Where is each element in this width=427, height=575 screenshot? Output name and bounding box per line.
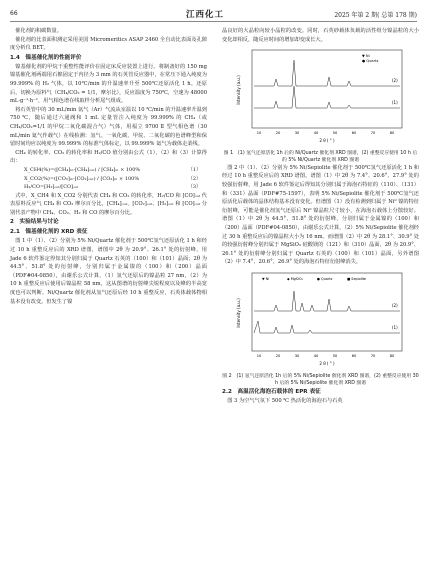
- paragraph: 晶良好的大晶粒向较小晶粒的改变。同时，石英砂载体负载的活性组分镍晶粒的大小变化却相反，随反应时间的增加却变成长大。: [222, 28, 419, 43]
- x-tick: 60: [351, 353, 357, 358]
- figure-2: [222, 269, 419, 387]
- journal-title: 江西化工: [186, 10, 225, 20]
- x-ticks: [257, 131, 395, 135]
- x-ticks: [257, 354, 395, 358]
- equation-formula: H₂/CO=[H₂]ₒᵤₜ/[CO]ₒᵤₜ: [24, 184, 79, 191]
- equation-formula: X_CH4(%)=([CH₄]ᵢₙ-[CH₄]ₒᵤₜ) / [CH₄]ᵢₙ × 100%: [24, 166, 141, 173]
- equation-number: （2）: [187, 175, 201, 182]
- legend: [262, 277, 366, 281]
- xrd-curve-2: [254, 291, 400, 311]
- x-tick: 80: [389, 131, 395, 136]
- equation-number: （1）: [187, 166, 201, 173]
- x-tick: 50: [332, 131, 338, 136]
- section-heading: 2 实验结果与讨论: [10, 219, 59, 226]
- paragraph: 图 2 中（1）、（2）分别为 5% Ni/Sepiolite 催化剂于 500℃氢气还原活化 1 h 和经过 10 h 重整反应后的 XRD 谱图。谱图（1）中 2θ 为 7.4°、20.6°、27.9° 处的较强衍射峰，用 Jade 6 软件鉴定后得知其分别归属于海泡石特征的（110）、（131）和（331）晶面（PDF#75-1597），表明 5% Ni/Sepiolite 催化剂于 500℃氢气还原活化后载体的晶体结构基本没有变化。但谱图（1）没有检测到归属于 Ni⁰ 镍的特征衍射峰，可能是催化剂氢气还原后 Ni⁰ 镍晶粒尺寸较小，在海泡石载体上分散较好。谱图（1）中 2θ 为 44.5°、51.8° 处的衍射峰，分别归属于金属镍的（100）和（200）晶面（PDF#04-0850），由谢乐公式计算，（2）5% Ni/Sepiolite 催化剂经过 30 h 重整反应后的镍晶粒大小为 16 nm。而谱图（2）中 2θ 为 28.1°、30.9° 处的较强衍射峰分别归属于 MgSiO₃ 硅酸镁的（121）和（310）晶面，2θ 为 20.9°、26.1° 处的衍射峰分别归属于 Quartz 石英的（100）和（101）晶面，另外谱图（2）中 7.4°、20.6°、26.9° 处的海泡石特征衍射峰消失。: [222, 164, 419, 266]
- x-tick: 40: [313, 131, 319, 136]
- xrd-curve-2: [254, 60, 400, 86]
- paragraph: 镍基催化剂的甲烷干重整性能评价在固定床反应装置上进行。将制备好的 150 mg 镍基催化剂两端用石棉固定于内径为 3 mm 的石英管反应器中，在常压下通入纯度为 99.999% 的 H₂ 气体，以 10℃/min 的升温速率升至 500℃还原活化 1 h。还原后，切换为原料气（CH₄/CO₂ = 1/1，摩尔比），反应温度为 750℃，空速为 48000 mL·g⁻¹·h⁻¹，用气相色谱在线取样分析尾气组成。: [10, 63, 207, 105]
- xrd-curve-1: [254, 321, 400, 333]
- subsection-heading: 2.1 镍基催化剂的 XRD 表征: [10, 229, 88, 236]
- figure-1: [222, 46, 419, 164]
- paragraph: 图 1 中（1）、（2）分别为 5% Ni/Quartz 催化剂于 500℃氢气还原活化 1 h 和经过 10 h 重整反应后的 XRD 谱图，谱图中 2θ 为 20.9°、26.1° 处的衍射峰，用 Jade 6 软件鉴定得知其分别归属于 Quartz 石英的（100）和（101）晶面；2θ 为 44.5°、51.8° 处的衍射峰，分别归属于金属镍的（100）和（200）晶面（PDF#04-0850），由谢乐公式计算，（1）氢气还原后的镍晶粒 27 nm，（2）为 10 h 重整反应后使用后镍晶粒 58 nm，这从图谱的衍射峰尖锐程度以及峰的半高宽度也可以判断。Ni/Quartz 催化剂从氢气还原后经 10 h 重整反应，石英体载体物相基本没有改变。但发生了镍: [10, 238, 207, 305]
- curve-label-2: (2): [392, 78, 398, 84]
- equation-number: （3）: [187, 184, 201, 191]
- paragraph: CH₄ 的转化率、CO₂ 的转化率和 H₂/CO 值分别由公式（1）、（2）和（3）计算得出：: [10, 149, 207, 165]
- equation: [10, 166, 207, 175]
- issue-info: 2025 年第 2 期( 总第 178 期): [334, 12, 417, 19]
- left-column: [10, 27, 207, 306]
- x-tick: 40: [313, 353, 319, 358]
- legend-mgsio3: ◆ MgSiO₃: [287, 276, 303, 281]
- x-tick: 10: [256, 131, 262, 136]
- xrd-curve-1: [254, 86, 400, 108]
- curve-label-2: (2): [392, 302, 398, 308]
- y-axis-label: Intensity (a.u.): [236, 298, 241, 328]
- subsection-heading: 2.2 高温活化海泡石载体的 EPR 表征: [222, 388, 321, 395]
- paragraph: 将石英管中的 30 mL/min 氩气（Ar）气流从室温以 10 ℃/min 的升温速率升温到 750 ℃，随后通过六通阀和 1 mL 定量管注入纯度为 99.999% 的 CH₄（或 CH₄/CO₂=1/1 的甲烷二氧化碳混合气）气体，用福立 9700 Ⅱ 型气相色谱（30 mL/min 氦气作载气）在线检测：氢气、一氧化碳、甲烷、二氧化碳的色谱峰型和保留时间均应以纯度为 99.999% 的标准气体标定，以 99.999% 氦气为载体走柔线。: [10, 106, 207, 148]
- x-tick: 20: [275, 131, 281, 136]
- legend-sepiolite: ■ Sepiolite: [347, 276, 367, 281]
- x-tick: 10: [256, 353, 262, 358]
- x-tick: 80: [389, 353, 395, 358]
- paragraph: 式中，X_CH4 和 X_CO2 分别代表 CH₄ 和 CO₂ 的转化率，H₂/CO 和 [CO]ₒᵤₜ 代表原料反应气 CH₄ 和 CO₂ 摩尔百分比，[CH₄]ₒᵤₜ、[CO₂]ₒᵤₜ、[H₂]ₒᵤₜ 和 [CO]ₒᵤₜ 分别代表产物中 CH₄、CO₂、H₂ 和 CO 的摩尔百分比。: [10, 192, 207, 216]
- y-axis-label: Intensity (a.u.): [236, 75, 241, 105]
- x-tick: 70: [370, 131, 376, 136]
- figure-caption: 图 2 (1) 氢气还原活化 1h 后的 5% Ni/Sepiolite 催化剂 XRD 图谱，(2) 重整反应使用 30 h 后的 5% Ni/Sepiolite 催化剂 XRD 图谱: [222, 373, 419, 386]
- legend-ni: ▼ Ni: [362, 54, 370, 59]
- legend-ni: ▼ Ni: [262, 276, 270, 281]
- x-tick: 50: [332, 353, 338, 358]
- right-column: [222, 27, 419, 405]
- paragraph: 催化剂的比表面积测定采用美国 Micromeritics ASAP 2460 全自动比表面及孔隙度分析仪 BET。: [10, 36, 207, 52]
- x-tick: 30: [294, 131, 300, 136]
- xrd-plot-2: [222, 269, 419, 369]
- paragraph: 图 3 为空气气氛下 500 ℃ 热活化的海泡石与石英: [227, 397, 343, 404]
- x-tick: 20: [275, 353, 281, 358]
- page-header: [10, 6, 417, 22]
- x-axis-label: 2 θ ( ° ): [319, 138, 335, 144]
- plot-frame: [252, 50, 402, 128]
- equation-formula: X_CO2(%)=([CO₂]ᵢₙ-[CO₂]ₒᵤₜ) / [CO₂]ᵢₙ × 100%: [24, 175, 140, 182]
- legend-quartz: ● Quartz: [362, 59, 379, 64]
- x-tick: 30: [294, 353, 300, 358]
- section-heading: 1.4 镍基催化剂的性能评价: [10, 54, 82, 61]
- curve-label-1: (1): [392, 100, 398, 106]
- page-number: 66: [10, 10, 18, 17]
- x-tick: 70: [370, 353, 376, 358]
- paragraph: 催化剂的积碳数量。: [15, 28, 62, 34]
- curve-label-1: (1): [392, 324, 398, 330]
- x-axis-label: 2 θ ( ° ): [319, 360, 335, 366]
- x-tick: 60: [351, 131, 357, 136]
- equation: [10, 175, 207, 184]
- legend-quartz: ● Quartz: [317, 276, 333, 281]
- plot-frame: [252, 273, 402, 351]
- xrd-plot-1: [222, 46, 419, 146]
- equation: [10, 183, 207, 192]
- figure-caption: 图 1 (1) 氢气还原活化 1h 后的 Ni/Quartz 催化剂 XRD 图谱，(2) 重整反应使用 10 h 后的 5% Ni/Quartz 催化剂 XRD 图谱: [223, 150, 418, 163]
